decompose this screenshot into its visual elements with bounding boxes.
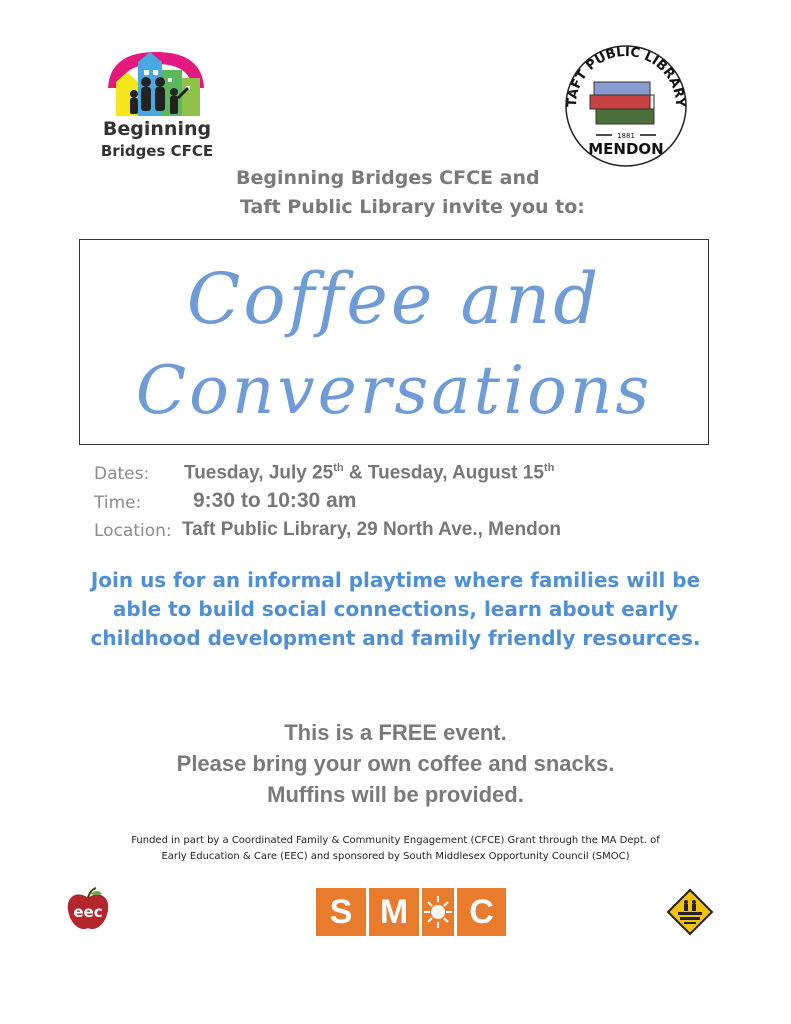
date1: Tuesday, July 25 (184, 462, 334, 484)
free-line3: Muffins will be provided. (267, 782, 524, 807)
taft-library-logo (562, 40, 690, 168)
event-description: Join us for an informal playtime where families will be able to build social connections, learn about early childhood development and family friendly resources. (90, 568, 701, 650)
smoc-letter-s: S (329, 893, 353, 931)
beginning-bridges-logo (98, 48, 216, 166)
family-houses-icon (98, 48, 216, 120)
dates-label: Dates: (94, 464, 150, 484)
smoc-letter-c: C (469, 893, 494, 931)
taft-year: 1881 (617, 132, 635, 140)
free-line1: This is a FREE event. (284, 720, 507, 745)
free-line2: Please bring your own coffee and snacks. (176, 751, 615, 776)
apple-icon (64, 886, 112, 934)
invite-line1: Beginning Bridges CFCE and (236, 167, 540, 189)
eec-logo (64, 886, 112, 934)
smoc-logo (316, 888, 506, 936)
date1-sup: th (333, 462, 344, 474)
location-value: Taft Public Library, 29 North Ave., Mendon (182, 519, 561, 540)
eec-text: eec (73, 903, 103, 921)
title-line2: Conversations (135, 352, 653, 429)
bb-logo-line2: Bridges CFCE (100, 142, 214, 160)
funding-line2: Early Education & Care (EEC) and sponsored by South Middlesex Opportunity Council (SMOC) (161, 851, 630, 862)
taft-town: MENDON (588, 140, 664, 158)
time-label: Time: (94, 493, 142, 513)
smoc-letter-m: M (379, 893, 409, 931)
funding-line1: Funded in part by a Coordinated Family & Community Engagement (CFCE) Grant through the MA Dept. of (131, 835, 660, 846)
funding-note (70, 833, 721, 865)
date2: & Tuesday, August 15 (343, 462, 544, 484)
date2-sup: th (543, 462, 555, 474)
bb-logo-line1: Beginning (102, 118, 212, 140)
sun-icon (422, 888, 454, 936)
location-label: Location: (94, 521, 172, 541)
time-value: 9:30 to 10:30 am (193, 489, 357, 512)
brain-building-logo (666, 888, 714, 936)
library-seal-icon (562, 40, 690, 168)
invite-line2: Taft Public Library invite you to: (240, 196, 585, 218)
dates-value (184, 462, 554, 484)
title-line1: Coffee and (186, 258, 602, 340)
taft-arc-text: TAFT PUBLIC LIBRARY (564, 44, 688, 108)
title-box (79, 239, 709, 445)
brain-building-sign-icon (666, 888, 714, 936)
